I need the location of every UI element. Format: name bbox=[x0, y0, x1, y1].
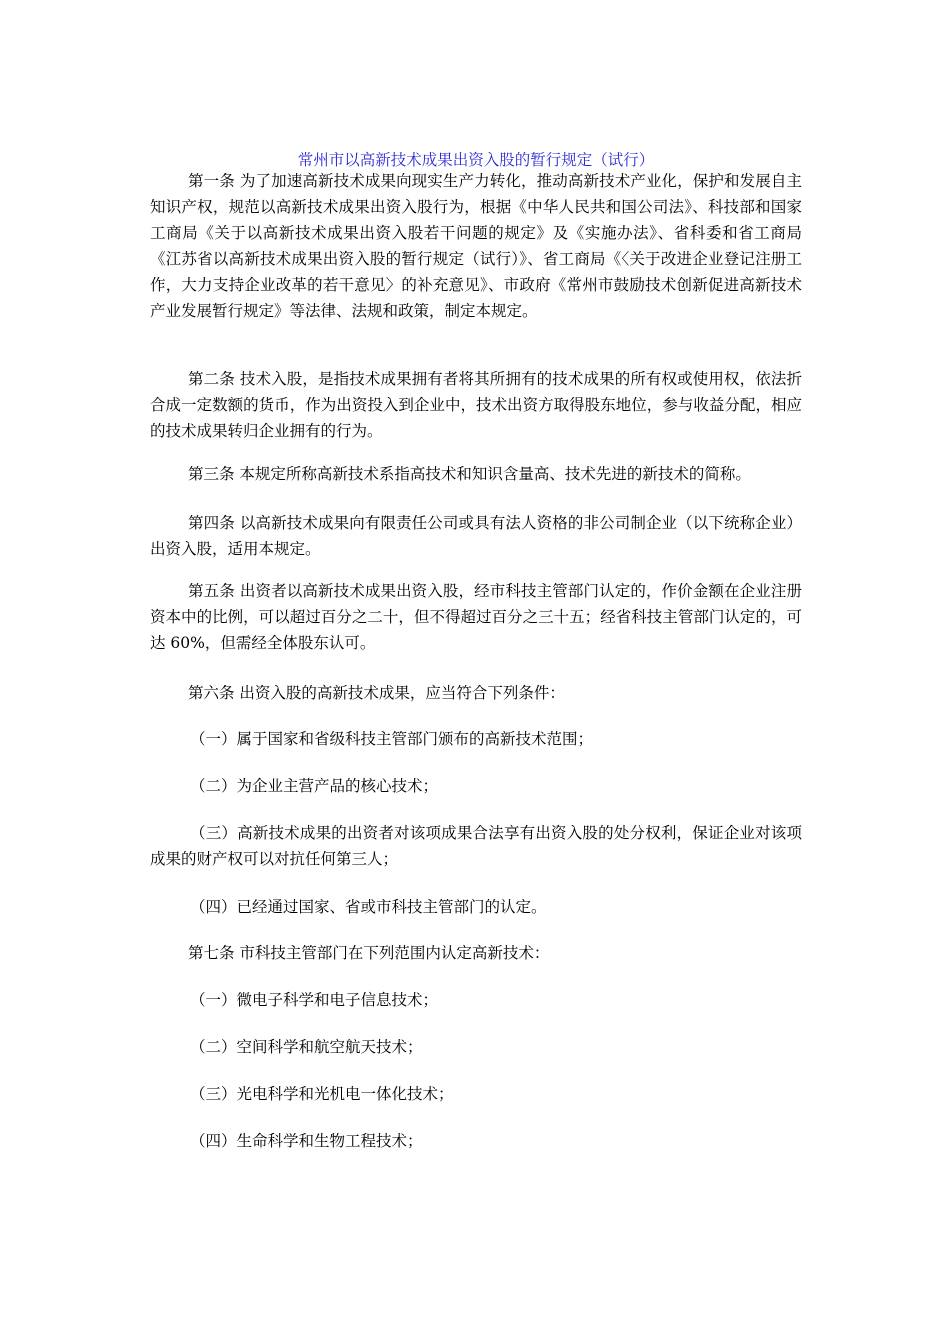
article-6: 第六条 出资入股的高新技术成果，应当符合下列条件： bbox=[188, 684, 565, 702]
article-7: 第七条 市科技主管部门在下列范围内认定高新技术： bbox=[188, 944, 550, 962]
article-1: 第一条 为了加速高新技术成果向现实生产力转化，推动高新技术产业化，保护和发展自主知识产权，规范以高新技术成果出资入股行为，根据《中华人民共和国公司法》、科技部和国家工商局《关于以高新技术成果出资入股若干问题的规定》及《实施办法》、省科委和省工商局《江苏省以高新技术成果出资入股的暂行规定（试行）》、省工商局《〈关于改进企业登记注册工作，大力支持企业改革的若干意见〉的补充意见》、市政府《常州市鼓励技术创新促进高新技术产业发展暂行规定》等法律、法规和政策，制定本规定。 bbox=[150, 172, 802, 320]
article-7-item-4: （四）生命科学和生物工程技术； bbox=[190, 1132, 423, 1150]
article-6-item-3: （三）高新技术成果的出资者对该项成果合法享有出资入股的处分权利，保证企业对该项成果的财产权可以对抗任何第三人； bbox=[150, 824, 802, 868]
article-7-item-3: （三）光电科学和光机电一体化技术； bbox=[190, 1085, 454, 1103]
article-6-item-4: （四）已经通过国家、省或市科技主管部门的认定。 bbox=[190, 898, 547, 916]
document-title: 常州市以高新技术成果出资入股的暂行规定（试行） bbox=[297, 151, 655, 169]
article-6-item-1: （一）属于国家和省级科技主管部门颁布的高新技术范围； bbox=[190, 730, 594, 748]
article-5: 第五条 出资者以高新技术成果出资入股，经市科技主管部门认定的，作价金额在企业注册资本中的比例，可以超过百分之二十，但不得超过百分之三十五；经省科技主管部门认定的，可达 60%，但需经全体股东认可。 bbox=[150, 582, 802, 652]
article-7-item-1: （一）微电子科学和电子信息技术； bbox=[190, 991, 439, 1009]
article-6-item-2: （二）为企业主营产品的核心技术； bbox=[190, 777, 439, 795]
article-7-item-2: （二）空间科学和航空航天技术； bbox=[190, 1038, 423, 1056]
article-3: 第三条 本规定所称高新技术系指高技术和知识含量高、技术先进的新技术的简称。 bbox=[188, 465, 751, 483]
article-4: 第四条 以高新技术成果向有限责任公司或具有法人资格的非公司制企业（以下统称企业）出资入股，适用本规定。 bbox=[150, 514, 802, 558]
article-2: 第二条 技术入股，是指技术成果拥有者将其所拥有的技术成果的所有权或使用权，依法折合成一定数额的货币，作为出资投入到企业中，技术出资方取得股东地位，参与收益分配，相应的技术成果转归企业拥有的行为。 bbox=[150, 370, 802, 440]
